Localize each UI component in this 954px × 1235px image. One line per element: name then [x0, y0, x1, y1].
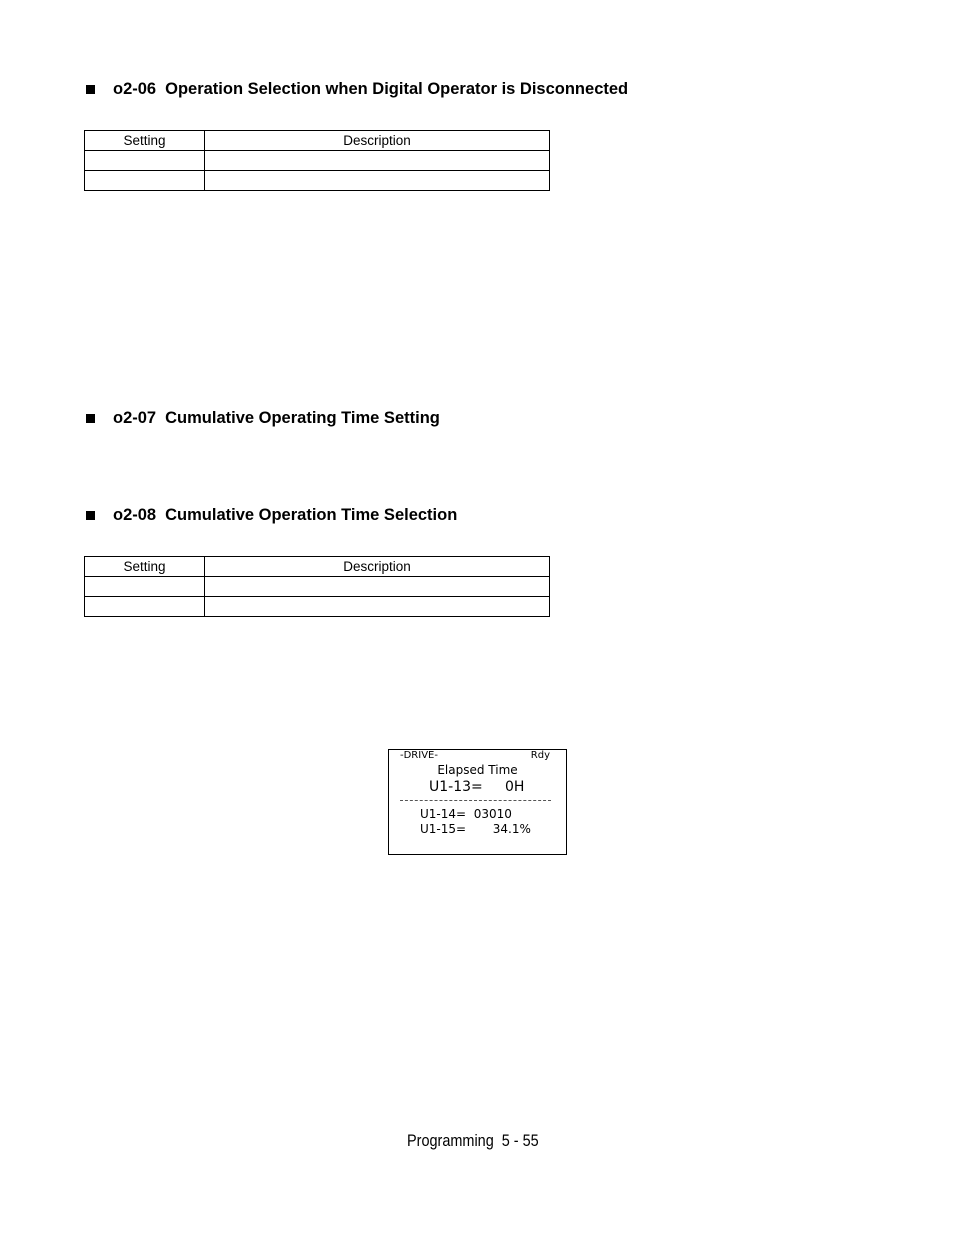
square-bullet-icon — [86, 511, 95, 520]
table-cell — [85, 577, 205, 597]
column-header-setting: Setting — [85, 131, 205, 151]
section-heading-o2-06 — [86, 80, 628, 99]
square-bullet-icon — [86, 414, 95, 423]
display-title: Elapsed Time — [437, 763, 518, 777]
table-cell — [205, 151, 550, 171]
section-heading-o2-08 — [86, 506, 457, 525]
digital-operator-display — [388, 749, 567, 855]
table-row — [85, 577, 550, 597]
parameter-code: o2-06 — [113, 80, 157, 98]
display-divider — [400, 800, 551, 801]
table-row — [85, 171, 550, 191]
display-status-label: Rdy — [530, 750, 550, 761]
parameter-code: o2-07 — [113, 409, 157, 427]
settings-table-o2-06 — [84, 130, 550, 191]
parameter-title: Operation Selection when Digital Operator is Disconnected — [165, 80, 629, 98]
section-heading-o2-07 — [86, 409, 440, 428]
table-row — [85, 151, 550, 171]
column-header-setting: Setting — [85, 557, 205, 577]
table-cell — [85, 171, 205, 191]
table-header-row — [85, 131, 550, 151]
display-mode-label: -DRIVE- — [400, 750, 438, 761]
display-main-value: U1-13= 0H — [429, 779, 525, 795]
page-footer: Programming 5 - 55 — [407, 1131, 539, 1150]
table-cell — [205, 577, 550, 597]
table-cell — [85, 597, 205, 617]
square-bullet-icon — [86, 85, 95, 94]
display-sub-value-2: U1-15= 34.1% — [420, 822, 531, 836]
column-header-description: Description — [205, 131, 550, 151]
table-cell — [205, 171, 550, 191]
column-header-description: Description — [205, 557, 550, 577]
table-cell — [85, 151, 205, 171]
parameter-title: Cumulative Operation Time Selection — [165, 506, 458, 524]
table-cell — [205, 597, 550, 617]
parameter-title: Cumulative Operating Time Setting — [165, 409, 440, 427]
settings-table-o2-08 — [84, 556, 550, 617]
display-sub-value-1: U1-14= 03010 — [420, 807, 512, 821]
parameter-code: o2-08 — [113, 506, 157, 524]
table-row — [85, 597, 550, 617]
table-header-row — [85, 557, 550, 577]
